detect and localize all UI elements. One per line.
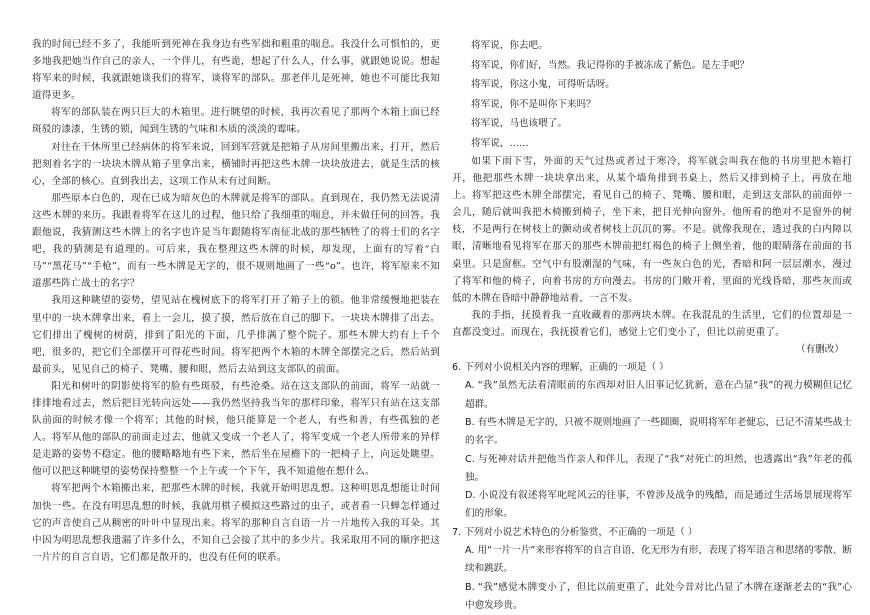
story-paragraph: 阳光和树叶的阴影使将军的脸有些斑驳，有些沧桑。站在这支部队的前面，将军一站就一排排地看过去，然后把目光转向远处——我仍然坚持我当年的那样印象，将军只有站在这支部队前面的时候才像一个将军；其他的时候，他只能算是一个老人，有些和善，有些孤独的老人。将军从他的部队的前面走过去，他就又变成一个老人了，将军变成一个老人所带来的异样是走路的姿势不稳定。他的腰略略地有些下来，然后坐在屋檐下的一把椅子上，向远处眺望。他可以把这种眺望的姿势保持整整一个上午或一个下午，我不知道他在想什么。 bbox=[32, 380, 440, 478]
story-paragraph: 我的手指，抚摸着我一直收藏着的那两块木牌。在我混乱的生活里，它们的位置却是一直都没变过。而现在，我抚摸着它们，感觉上它们变小了，但比以前更重了。 bbox=[452, 309, 852, 338]
left-column bbox=[32, 36, 440, 566]
option-c: C. 与死神对话并把他当作亲人和伴儿，表现了“我”对死亡的坦然，也透露出“我”年老的孤独。 bbox=[465, 453, 852, 483]
story-paragraph: 我用这种眺望的姿势，望见站在槐树底下的将军打开了箱子上的锁。他非常缓慢地把装在里中的一块木牌拿出来，看上一会儿，摸了摸，然后放在自己的脚下。一块块木牌排了出去。它们排出了槐树的树荫，排到了阳光的下面，几乎排满了整个院子。那些木牌大约有上千个吧，很多的，把它们全部摆开可得花些时间。将军把两个木箱的木牌全部摆完之后，然后站到最前头，见见自己的椅子、凳嘴、腰和眼，然后去站到这支部队的前面。 bbox=[32, 295, 440, 375]
story-paragraph: 将军把两个木箱搬出来，把那些木牌的时候，我就开始明思乱想。这种明思乱想能让时间加快一些。在没有明思乱想的时候，我就用棋子模拟这些路过的虫子，或者看一只蝉怎样通过它的声音使自己从稠密的叶叶中显现出来。将军的那种自言自语一片一片地传入我的耳朵。其中因为明思乱想我遗漏了许多什么，不知自己会接了其中的多少片。我采取用不同的顺序把这一片片的自言自语，它们都是散开的，也没有任何的联系。 bbox=[32, 483, 440, 563]
option-d: D. 小说没有叙述将军叱咤风云的往事，不曾涉及战争的残酷，而是通过生活场景展现将军们的形象。 bbox=[465, 490, 852, 520]
story-paragraph: 将军的部队装在两只巨大的木箱里。进行眺望的时候，我再次看见了那两个木箱上面已经斑驳的漆漆，生锈的锁，闻到生锈的气味和木质的淡淡的霉味。 bbox=[32, 107, 440, 136]
dialogue-line: 将军说，你不是叫你下来吗？ bbox=[471, 98, 596, 110]
option-b: B. 有些木牌是无字的，只被不规则地画了一些圆圈，说明将军年老健忘，已记不清某些战士的名字。 bbox=[465, 416, 852, 447]
dialogue-line: 将军说，你这小鬼，可得听话呀。 bbox=[471, 79, 615, 90]
option-b: B. “我”感觉木牌变小了，但比以前更重了，此处今昔对比凸显了木牌在逐渐老去的“我”心中愈发珍贵。 bbox=[465, 581, 852, 611]
story-paragraph: 如果下雨下雪，外面的天气过热或者过于寒冷，将军就会叫我在他的书房里把木箱打开，他把那些木牌一块块拿出来，从某个墙角排到书桌上，然后又排到椅子上，再放在地上。将军把这些木牌全部摆完，看见自己的椅子、凳嘴、腰和眼，走到这支部队的前面停一会儿，随后就叫我把木椅搬到椅子，坐下来，把目光伸向窗外。他所看的绝对不是窗外的树枝，不是两行在树枝上的颤动或者树枝上沉沉的雾。不是。就像我现在，透过我的白内障以眼，清晰地看见将军在那天的那些木牌前把红褐色的椅子上侧坐着，他的眼睛落在前面的书桌里。只是窗框。空气中有股潮湿的气味，有一些灰白色的光，香暗和阿一层层潮水，漫过了将军和他的椅子，向着书房的方向漫去。书房的门敞开着，里面的光线昏暗，那些灰而或低的木牌在昏暗中静静地站着，一言不发。 bbox=[452, 156, 852, 304]
story-paragraph: 我的时间已经不多了，我能听到死神在我身边有些军拙和粗重的喘息。我没什么可惧怕的，更多地我把她当作自己的亲人，一个伴儿，有些诡，想起了什么人，什么事，就跟她说说。想起将军来的时候，我就跟她谈我们的将军，谈将军的部队。那老伴儿是死神，她也不可能比我知道得更多。 bbox=[32, 39, 440, 102]
question-stem: 6. 下列对小说相关内容的理解，正确的一项是（ ） bbox=[452, 362, 669, 374]
story-paragraph: 对往在干休所里已经病休的将军来说，回到军营就是把箱子从房间里搬出来，打开，然后把刻着名字的一块块木牌从箱子里拿出来，横铺时再把这些木牌一块块放进去，就是生活的核心，全部的核心。直到我出去，这项工作从未有过间断。 bbox=[32, 141, 440, 187]
option-a: A. 用“一片一片”来形容将军的自言自语，化无形为有形，表现了将军语言和思绪的零散、断续和跳跃。 bbox=[465, 545, 852, 575]
question-7 bbox=[452, 524, 852, 615]
right-column bbox=[452, 36, 852, 615]
story-paragraph: 那些原本白色的，现在已成为暗灰色的木牌就是将军的部队。直到现在，我仍然无法说清这些木牌的来历。我跟着将军在这儿的过程，他只给了我细重的喘息，并未做任何的回答。我跟他说，我猜测这些木牌上的名字也许是当年跟随将军南征北战的那些牺牲了的将士们的名字吧，我的猜测是有道理的。可后来，我在整理这些木牌的时候，却发现，上面有的写着“白马”“黑花马”“手枪”，而有一些木牌是无字的，很不规则地画了一些“o”。也许，将军原来不知道那些阵亡战士的名字？ bbox=[32, 192, 440, 290]
dialogue-line: 将军说，…… bbox=[471, 137, 529, 149]
option-a: A. “我”虽然无法看清眼前的东西却对旧人旧事记忆犹新，意在凸显“我”的视力模糊但记忆超群。 bbox=[465, 380, 852, 410]
dialogue-line: 将军说，马也该喂了。 bbox=[471, 118, 567, 129]
source-note: （有删改） bbox=[796, 344, 844, 356]
question-6 bbox=[452, 359, 852, 524]
question-stem: 7. 下列对小说艺术特色的分析鉴赏，不正确的一项是（ ） bbox=[452, 526, 698, 538]
dialogue-line: 将军说，你们好，当然。我记得你的手被冻成了紫色。是左手吧？ bbox=[471, 59, 750, 71]
dialogue-line: 将军说，你去吧。 bbox=[471, 40, 548, 51]
